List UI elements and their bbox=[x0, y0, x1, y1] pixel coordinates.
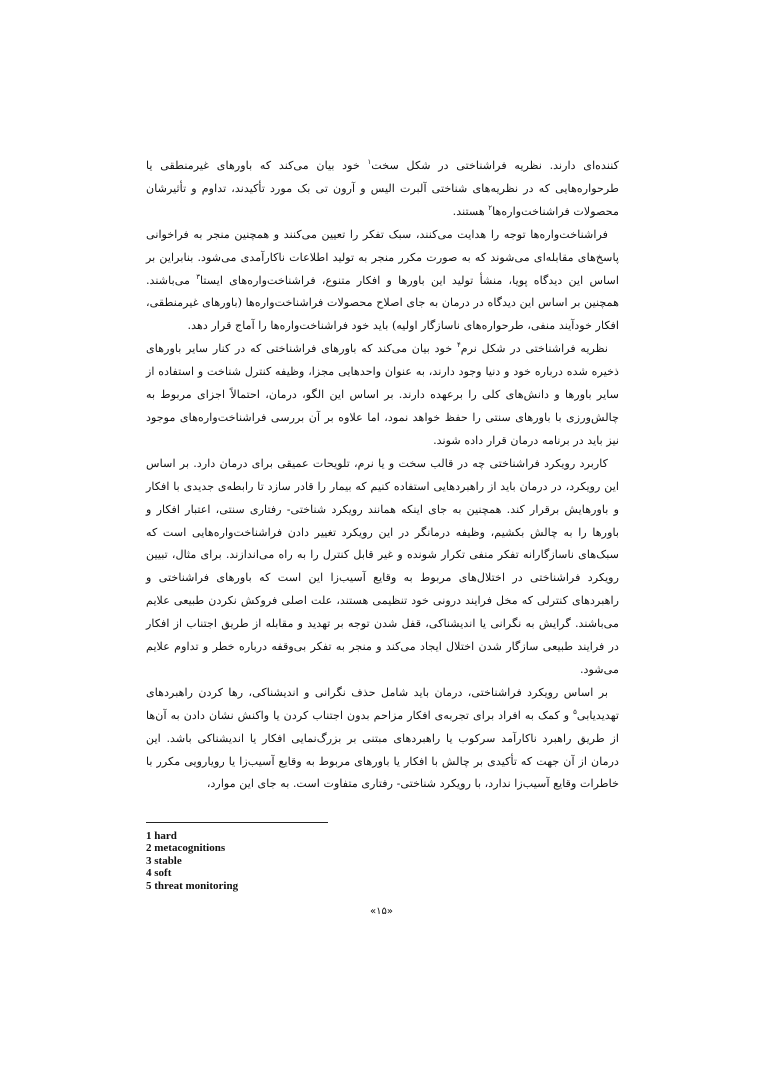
footnote-marker: ۲ bbox=[488, 203, 493, 212]
paragraph-text: خود بیان می‌کند که باورهای غیرمنطقی یا طرحواره‌هایی که در نظریه‌های شناختی آلبرت الیس و آرون تی بک مورد تأکیدند، تداوم و تأثیرشان محصولات فراشناخت‌واره‌ها bbox=[146, 159, 619, 218]
footnote-1: 1 hard bbox=[146, 830, 177, 842]
paragraph-text: هستند. bbox=[452, 204, 489, 218]
paragraph-text: خود بیان می‌کند که باورهای فراشناختی که در کنار سایر باورهای ذخیره شده درباره خود و دنیا وجود دارند، به عنوان واحدهایی مجزا، وظیفه کنترل شناخت و استفاده از سایر باورها و دانش‌های کلی را برعهده دارند. بر اساس این الگو، درمان، احتمالاً اجزای مربوط به چالش‌ورزی با باورهای سنتی را حفظ خواهد نمود، اما علاوه بر آن بررسی فراشناخت‌واره‌های موجود نیز باید در برنامه درمان قرار داده شوند. bbox=[146, 342, 619, 447]
body-text bbox=[146, 155, 619, 796]
paragraph bbox=[146, 224, 619, 339]
footnote-4: 4 soft bbox=[146, 867, 172, 880]
page-number: «۱۵» bbox=[370, 906, 393, 917]
paragraph-text: بر اساس رویکرد فراشناختی، درمان باید شامل حذف نگرانی و اندیشناکی، رها کردن راهبردهای تهدیدیابی bbox=[146, 685, 619, 722]
footnote-marker: ۱ bbox=[367, 158, 372, 166]
paragraph-text: فراشناخت‌واره‌ها توجه را هدایت می‌کنند، سبک تفکر را تعیین می‌کنند و همچنین منجر به فراخوانی پاسخ‌های مقابله‌ای می‌شوند که به صورت مکرر منجر به تولید اطلاعات ناکارآمدی می‌شود. بنابراین بر اساس این دیدگاه پویا، منشأ تولید این باورها و افکار متنوع، فراشناخت‌واره‌های ایستا bbox=[146, 227, 620, 287]
paragraph-text: کاربرد رویکرد فراشناختی چه در قالب سخت و یا نرم، تلویحات عمیقی برای درمان دارد. بر اساس این رویکرد، در درمان باید از راهبردهایی استفاده کنیم که بیمار را قادر سازد تا رابطه‌ی جدیدی با افکار و باورهایش برقرار کند. همچنین به جای اینکه همانند رویکرد شناختی- رفتاری سنتی، اعتبار افکار و باورها را به چالش بکشیم، وظیفه درمانگر در این رویکرد تغییر دادن فراشناخت‌واره‌هایی است که سبک‌های ناسازگارانه تفکر منفی تکرار شونده و غیر قابل کنترل را به راه می‌اندازند. برای مثال، تبیین رویکرد فراشناختی در اختلال‌های مربوط به وقایع آسیب‌زا این است که باورهای فراشناختی و راهبردهای کنترلی که مخل فرایند درونی خود تنظیمی هستند، علت اصلی فروکش نکردن طبیعی علایم می‌باشند. گرایش به نگرانی یا اندیشناکی، قفل شدن توجه بر تهدید و مقابله از طریق اجتناب از افکار در فرایند طبیعی سازگار شدن اختلال ایجاد می‌کند و منجر به تفکر بی‌وقفه درباره خطر و تداوم علایم می‌شود. bbox=[146, 456, 619, 676]
paragraph bbox=[146, 453, 619, 682]
footnote-marker: ۳ bbox=[196, 272, 200, 281]
footnote-2: 2 metacognitions bbox=[146, 842, 226, 855]
footnote-3: 3 stable bbox=[146, 854, 182, 867]
footnote-marker: ۴ bbox=[456, 341, 461, 350]
footnote-marker: ۵ bbox=[573, 707, 577, 716]
paragraph-text: می‌باشند. همچنین بر اساس این دیدگاه در درمان به جای اصلاح محصولات فراشناخت‌واره‌ها (باورهای غیرمنطقی، افکار خودآیند منفی، طرحواره‌های ناسازگار اولیه) باید خود فراشناخت‌واره‌ها را آماج قرار دهد. bbox=[146, 273, 619, 333]
paragraph bbox=[146, 155, 619, 224]
footnote-separator bbox=[146, 822, 328, 823]
footnotes bbox=[146, 830, 446, 892]
paragraph-text: و کمک به افراد برای تجربه‌ی افکار مزاحم بدون اجتناب کردن یا واکنش نشان دادن به آن‌ها از طریق راهبرد ناکارآمد سرکوب یا راهبردهای مبتنی بر بزرگ‌نمایی افکار یا اندیشناکی باشد. این درمان از آن جهت که تأکیدی بر چالش با افکار یا باورهای مربوط به وقایع آسیب‌زا یا رویارویی مکرر با خاطرات وقایع آسیب‌زا ندارد، با رویکرد شناختی- رفتاری متفاوت است. به جای این موارد، bbox=[146, 708, 619, 791]
footnote-5: 5 threat monitoring bbox=[146, 879, 239, 892]
paragraph bbox=[146, 338, 619, 453]
paragraph bbox=[146, 682, 619, 797]
paragraph-text: نظریه فراشناختی در شکل نرم bbox=[460, 342, 609, 356]
paragraph-text: کننده‌ای دارند. نظریه فراشناختی در شکل سخت bbox=[371, 159, 619, 172]
